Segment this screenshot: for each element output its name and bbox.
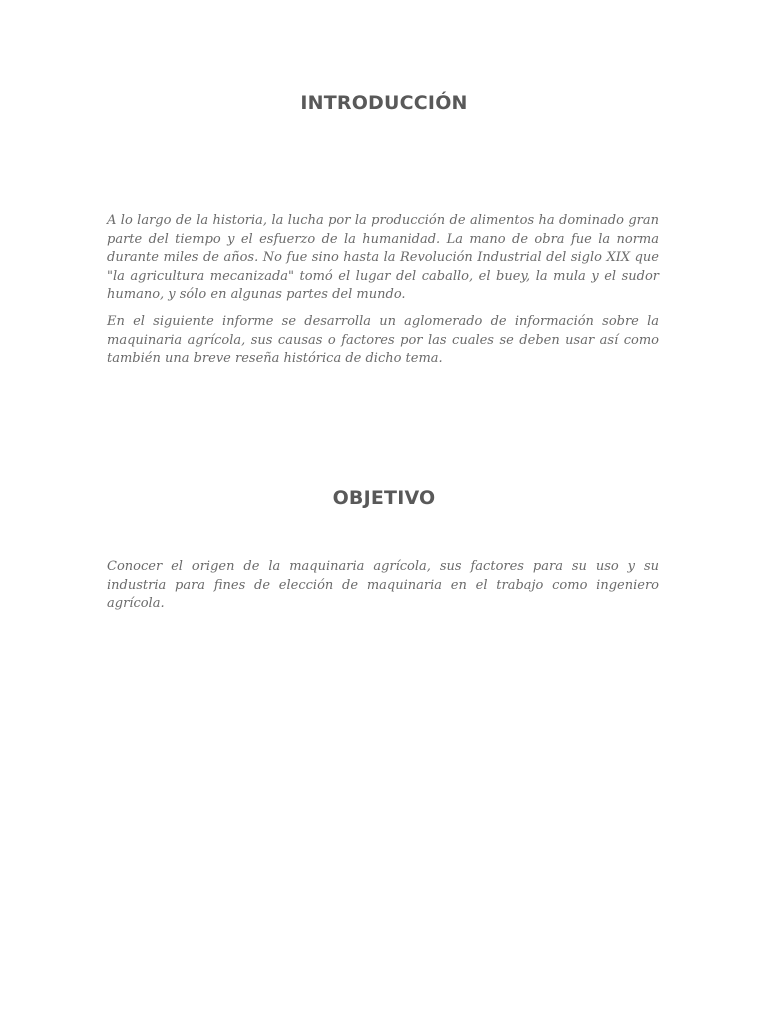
introduction-paragraph-2: En el siguiente informe se desarrolla un aglomerado de información sobre la maquinaria agrícola, sus causas o factores por las cuales se deben usar así como también una breve reseña histórica de dicho tema. xyxy=(107,314,659,366)
objective-paragraph: Conocer el origen de la maquinaria agrícola, sus factores para su uso y su industria para fines de elección de maquinaria en el trabajo como ingeniero agrícola. xyxy=(107,559,659,611)
introduction-paragraph-1: A lo largo de la historia, la lucha por la producción de alimentos ha dominado gran parte del tiempo y el esfuerzo de la humanidad. La mano de obra fue la norma durante miles de años. No fue sino hasta la Revolución Industrial del siglo XIX que "la agricultura mecanizada" tomó el lugar del caballo, el buey, la mula y el sudor humano, y sólo en algunas partes del mundo. xyxy=(107,213,659,302)
objective-heading: OBJETIVO xyxy=(332,487,436,509)
introduction-heading: INTRODUCCIÓN xyxy=(300,92,468,114)
